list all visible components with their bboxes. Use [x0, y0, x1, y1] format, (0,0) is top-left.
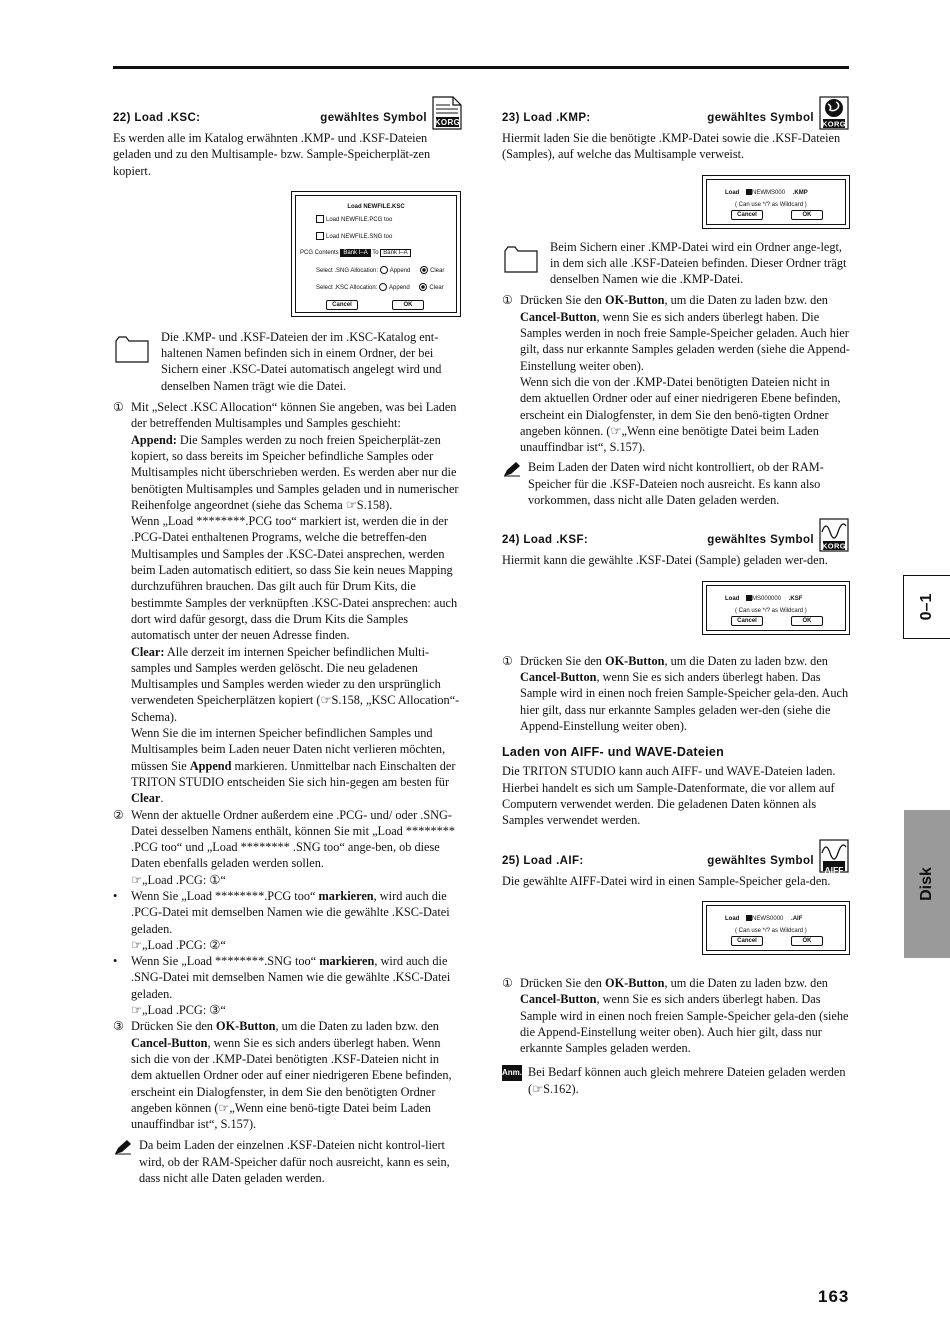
svg-text:KORG: KORG: [434, 118, 461, 127]
step-text: Mit „Select .KSC Allocation“ können Sie angeben, was bei Laden der betreffenden Multisamples und Samples geschieht:: [131, 400, 457, 431]
section-23-symbol-label: gewähltes Symbol: [707, 112, 814, 124]
section-23-caution: [502, 459, 850, 508]
pcg-contents-label: PCG Contents: [300, 249, 339, 256]
name-field[interactable]: [746, 916, 783, 922]
section-tab-0-1: [903, 575, 950, 639]
load-label: Load: [725, 595, 740, 602]
step-text: [520, 292, 850, 373]
section-24-header: [502, 532, 850, 552]
cancel-button[interactable]: Cancel: [326, 300, 358, 310]
section-22-folder-note: [113, 329, 463, 394]
caution-text: Da beim Laden der einzelnen .KSF-Dateien nicht kontrol-liert wird, ob der RAM-Speicher dafür noch ausreicht, kann es sein, dass nicht alle Daten geladen werden.: [139, 1138, 450, 1186]
section-22-caution: [113, 1137, 463, 1186]
step-text: [131, 1018, 463, 1132]
text-run: , um die Daten zu laden bzw. den: [664, 975, 828, 990]
text-run-bold: OK-Button: [216, 1019, 276, 1034]
section-25-title: 25) Load .AIF:: [502, 854, 584, 867]
bullet: •: [113, 888, 118, 903]
step-number: ③: [113, 1019, 124, 1034]
folder-icon: [115, 335, 149, 363]
section-24-step-1: [502, 653, 850, 734]
cancel-button[interactable]: Cancel: [731, 210, 763, 220]
ok-button[interactable]: OK: [392, 300, 424, 310]
section-22-symbol-label: gewähltes Symbol: [320, 112, 427, 124]
right-column: [502, 110, 850, 1097]
section-22-bullet-1: [113, 888, 463, 953]
ksc-file-icon: [431, 96, 463, 130]
filename-text: MS000000: [752, 595, 782, 602]
ok-button[interactable]: OK: [791, 210, 823, 220]
load-label: Load: [725, 189, 740, 196]
section-22-step-2: [113, 807, 463, 888]
pencil-note-icon: [503, 461, 521, 477]
text-run: Wenn Sie die im internen Speicher befindlichen Samples und Multisamples beim Laden neuer Daten nicht verlieren möchten, müssen Sie: [131, 726, 446, 773]
section-25-intro: Die gewählte AIFF-Datei wird in einen Sample-Speicher gela-den.: [502, 873, 831, 888]
aiff-wave-text: Die TRITON STUDIO kann auch AIFF- und WAVE-Dateien laden. Hierbei handelt es sich um Sample-Datenformate, die vor allem auf Computern verwendet werden. Die geladenen Daten können als Samples verwendet werden.: [502, 764, 836, 828]
extension-label: .AIF: [791, 915, 803, 922]
note-text: Die .KMP- und .KSF-Dateien der im .KSC-Katalog ent-haltenen Namen befinden sich in einem Ordner, der bei Sichern einer .KSC-Datei automatisch angelegt wird und denselben Namen trägt wie die Datei.: [161, 329, 442, 393]
keep-samples-text: [131, 725, 463, 806]
step-number: ②: [113, 807, 124, 822]
pcg-contents-row: [300, 245, 411, 261]
name-field[interactable]: [746, 190, 785, 196]
text-run: Wenn Sie „Load ********.PCG too“: [131, 888, 319, 903]
text-run-bold: Cancel-Button: [520, 309, 597, 324]
text-run-bold: Clear: [131, 791, 161, 806]
cancel-button[interactable]: Cancel: [731, 616, 763, 626]
cancel-button[interactable]: Cancel: [731, 936, 763, 946]
bullet-text: [131, 888, 463, 937]
text-run: , wenn Sie es sich anders überlegt haben. Das Sample wird in einen noch freien Sample-Speicher gela-den (siehe die Append-Einstellung weiter oben). Auch hier gilt, dass nur erkannte Samples geladen werden.: [520, 992, 849, 1056]
text-run: Wenn Sie „Load ********.SNG too“: [131, 954, 320, 969]
load-sng-checkbox[interactable]: [316, 229, 392, 245]
wildcard-hint: ( Can use */? as Wildcard ): [735, 927, 807, 934]
ksc-clear-radio[interactable]: [419, 283, 427, 291]
section-25-step-1: [502, 975, 850, 1056]
step-number: ①: [113, 400, 124, 415]
wildcard-hint: ( Can use */? as Wildcard ): [735, 607, 807, 614]
section-23-intro: Hiermit laden Sie die benötigte .KMP-Datei sowie die .KSF-Dateien (Samples), auf welche das Multisample verweist.: [502, 131, 841, 162]
step-number: ①: [502, 293, 513, 308]
section-22-bullet-2: [113, 953, 463, 1018]
anm-badge: Anm.: [502, 1065, 522, 1081]
anm-text: Bei Bedarf können auch gleich mehrere Dateien geladen werden (☞S.162).: [528, 1065, 846, 1096]
text-run: markieren. Unmittelbar nach Einschalten der TRITON STUDIO entscheiden Sie sich hin-gegen am besten für: [131, 758, 456, 789]
bullet: •: [113, 954, 118, 969]
load-ksf-dialog: [702, 581, 850, 635]
section-25-header: [502, 853, 850, 873]
section-23-header: [502, 110, 850, 130]
step-number: ①: [502, 653, 513, 668]
sng-allocation-row: [316, 263, 444, 279]
pencil-note-icon: [114, 1139, 132, 1155]
step-text-continued: Wenn sich die von der .KMP-Datei benötigten Dateien nicht in dem aktuellen Ordner oder auf einer niedrigeren Ebene befinden, erscheint ein Dialogfenster, in dem Sie den benö-tigten Ordner angeben können. (☞„Wenn eine benötigte Datei beim Laden unauffindbar ist“, S.157).: [520, 374, 841, 455]
text-run: , wenn Sie es sich anders überlegt haben. Die Samples werden in noch freie Sample-Speicher geladen. Auch hier gilt, dass nur erkannte Samples geladen werden (siehe die Append-Einstellung weiter oben).: [520, 309, 850, 373]
aiff-wave-heading: Laden von AIFF- und WAVE-Dateien: [502, 745, 725, 760]
text-run-bold: Cancel-Button: [131, 1035, 208, 1050]
section-25-symbol-label: gewähltes Symbol: [707, 854, 814, 867]
text-run-bold: OK-Button: [605, 293, 665, 308]
section-25-anmerkung: [502, 1064, 850, 1097]
section-22-intro: Es werden alle im Katalog erwähnten .KMP- und .KSF-Dateien geladen und zu den Multisample- bzw. Sample-Speicherplät-zen kopiert.: [113, 131, 431, 178]
load-aif-dialog: [702, 901, 850, 955]
checkbox-checked-icon: [316, 232, 324, 240]
section-24-title: 24) Load .KSF:: [502, 534, 589, 547]
text-run-bold: OK-Button: [605, 975, 665, 990]
extension-label: .KSF: [788, 595, 803, 602]
ksf-waveform-icon: [818, 518, 850, 552]
clear-text: [131, 644, 463, 725]
clear-term: Clear:: [131, 644, 165, 659]
text-run: , wenn Sie es sich anders überlegt haben. Wenn sich die von der .KMP-Datei benötigten .KSF-Dateien nicht in dem aktuellen Ordner oder auf einer niedrigeren Ebene befinden, erscheint ein Dialogfenster, in dem Sie den benötigten Ordner angeben können (☞„Wenn eine benö-tigte Datei beim Laden unauffindbar ist“, S.157).: [131, 1035, 452, 1132]
text-run: .: [160, 791, 164, 806]
svg-text:KORG: KORG: [821, 119, 847, 129]
ksc-append-radio[interactable]: [379, 283, 387, 291]
step-number: ①: [502, 975, 513, 990]
text-run-bold: markieren: [319, 954, 375, 969]
aiff-icon-label: AIFF: [824, 864, 844, 875]
pcg-from-select[interactable]: Bank I–A: [340, 249, 370, 257]
text-run: , wird auch die .SNG-Datei mit demselben Namen wie die gewählte .KSC-Datei geladen.: [131, 954, 451, 1001]
text-run: , um die Daten zu laden bzw. den: [664, 293, 828, 308]
step-text: [520, 975, 850, 1056]
section-22-header: [113, 110, 463, 130]
text-run: , um die Daten zu laden bzw. den: [664, 653, 828, 668]
note-text: Beim Sichern einer .KMP-Datei wird ein Ordner ange-legt, in dem sich alle .KSF-Dateien befinden. Dieser Ordner trägt denselben Namen wie die .KMP-Datei.: [550, 239, 847, 287]
radio-label: Append: [389, 284, 410, 291]
load-pcg-checkbox[interactable]: [316, 212, 392, 228]
text-run: Drücken Sie den: [520, 293, 606, 308]
sng-clear-radio[interactable]: [420, 266, 428, 274]
filename-text: NEWS0000: [752, 915, 784, 922]
text-run: Drücken Sie den: [131, 1019, 217, 1034]
text-run: Drücken Sie den: [520, 653, 606, 668]
radio-label: Clear: [430, 267, 445, 274]
filename-text: NEWMS000: [752, 189, 786, 196]
section-23-folder-note: [502, 239, 850, 288]
radio-label: Append: [389, 267, 411, 274]
page-number: 163: [818, 1287, 850, 1306]
section-22-title: 22) Load .KSC:: [113, 112, 201, 124]
checkbox-label: Load NEWFILE.PCG too: [326, 216, 393, 223]
load-ksc-dialog: [291, 191, 461, 317]
text-run: , um die Daten zu laden bzw. den: [275, 1019, 439, 1034]
to-label: To: [372, 249, 379, 256]
ok-button[interactable]: OK: [791, 616, 823, 626]
section-23-title: 23) Load .KMP:: [502, 112, 591, 124]
step-text: Wenn der aktuelle Ordner außerdem eine .PCG- und/ oder .SNG-Datei desselben Namens enthält, können Sie mit „Load ******** .PCG too“ und „Load ******** .SNG too“ ange-ben, ob diese Daten ebenfalls geladen werden sollen.: [131, 807, 456, 871]
wildcard-hint: ( Can use */? as Wildcard ): [735, 201, 807, 208]
section-22-step-1: [113, 399, 463, 806]
left-column: [113, 110, 463, 1186]
section-24-symbol-label: gewähltes Symbol: [707, 534, 814, 547]
clear-description: Alle derzeit im internen Speicher befindlichen Multi-samples und Samples werden gelöscht. Die neu geladenen Multisamples und Samples werden wieder zu den ursprünglich verwendeten Speicherplätzen kopiert (☞S.158, „KSC Allocation“-Schema).: [131, 644, 460, 724]
sng-append-radio[interactable]: [380, 266, 388, 274]
checkbox-label: Load NEWFILE.SNG too: [326, 233, 393, 240]
cross-reference: ☞„Load .PCG: ②“: [131, 937, 226, 952]
text-run-bold: Cancel-Button: [520, 669, 597, 684]
text-run-bold: Cancel-Button: [520, 992, 597, 1007]
text-run-bold: markieren: [318, 888, 374, 903]
radio-label: Clear: [429, 284, 444, 291]
svg-text:KORG: KORG: [821, 541, 847, 551]
ksc-allocation-label: Select .KSC Allocation:: [316, 284, 378, 291]
name-field[interactable]: [746, 596, 781, 602]
disk-tab: [904, 810, 950, 958]
kmp-globe-icon: [818, 96, 850, 130]
dialog-title: Load NEWFILE.KSC: [347, 203, 405, 210]
sng-allocation-label: Select .SNG Allocation:: [316, 267, 379, 274]
step-text: [520, 653, 850, 734]
load-label: Load: [725, 915, 740, 922]
disk-tab-label: Disk: [918, 867, 935, 901]
section-23-step-1: [502, 292, 850, 455]
text-run: , wird auch die .PCG-Datei mit demselben Namen wie die gewählte .KSC-Datei geladen.: [131, 888, 450, 936]
text-run-bold: OK-Button: [605, 653, 665, 668]
load-kmp-dialog: [702, 175, 850, 229]
section-tab-label: 0–1: [918, 593, 935, 621]
extension-label: .KMP: [792, 189, 808, 196]
folder-icon: [504, 245, 538, 273]
text-run-bold: Append: [189, 758, 232, 773]
pcg-too-text: Wenn „Load ********.PCG too“ markiert ist, werden die in der .PCG-Datei enthaltenen Programs, welche die betreffen-den Multisamples und Samples der .KSC-Datei ansprechen, werden beim Laden automatisch editiert, so dass Sie kein neues Mapping durchzuführen brauchen. Das gilt auch für Drum Kits, die bestimmte Samples der verknüpften .KSC-Datei ansprechen: auch dort wird dafür gesorgt, dass die Drum Kits die Samples automatisch unter der neuen Adresse finden.: [131, 514, 458, 643]
pcg-to-select[interactable]: Bank I–A: [380, 249, 410, 257]
text-run: Drücken Sie den: [520, 975, 606, 990]
append-term: Append:: [131, 432, 177, 447]
section-22-step-3: [113, 1018, 463, 1132]
top-rule: [113, 66, 849, 69]
section-24-intro: Hiermit kann die gewählte .KSF-Datei (Sample) geladen wer-den.: [502, 553, 828, 568]
checkbox-checked-icon: [316, 215, 324, 223]
cross-reference: ☞„Load .PCG: ①“: [131, 872, 226, 887]
append-text: [131, 432, 463, 513]
bullet-text: [131, 953, 463, 1002]
cross-reference: ☞„Load .PCG: ③“: [131, 1003, 226, 1018]
caution-text: Beim Laden der Daten wird nicht kontrolliert, ob der RAM-Speicher für die .KSF-Dateien noch ausreicht. Es kann also vorkommen, dass nicht alle Daten geladen werden.: [528, 460, 824, 508]
ksc-allocation-row: [316, 280, 444, 296]
append-description: Die Samples werden zu noch freien Speicherplät-zen kopiert, so dass bereits im Speicher befindliche Samples oder Multisamples nicht überschrieben werden. Es werden aber nur die benötigten Multisamples und Samples geladen und in numerischer Reihenfolge angeordnet (siehe das Schema ☞S.158).: [131, 432, 459, 512]
text-run: , wenn Sie es sich anders überlegt haben. Das Sample wird in einen noch freien Sample-Speicher gela-den. Auch hier gilt, dass nur erkannte Samples geladen wer-den (siehe die Append-Einstellung weiter oben).: [520, 669, 849, 733]
ok-button[interactable]: OK: [791, 936, 823, 946]
